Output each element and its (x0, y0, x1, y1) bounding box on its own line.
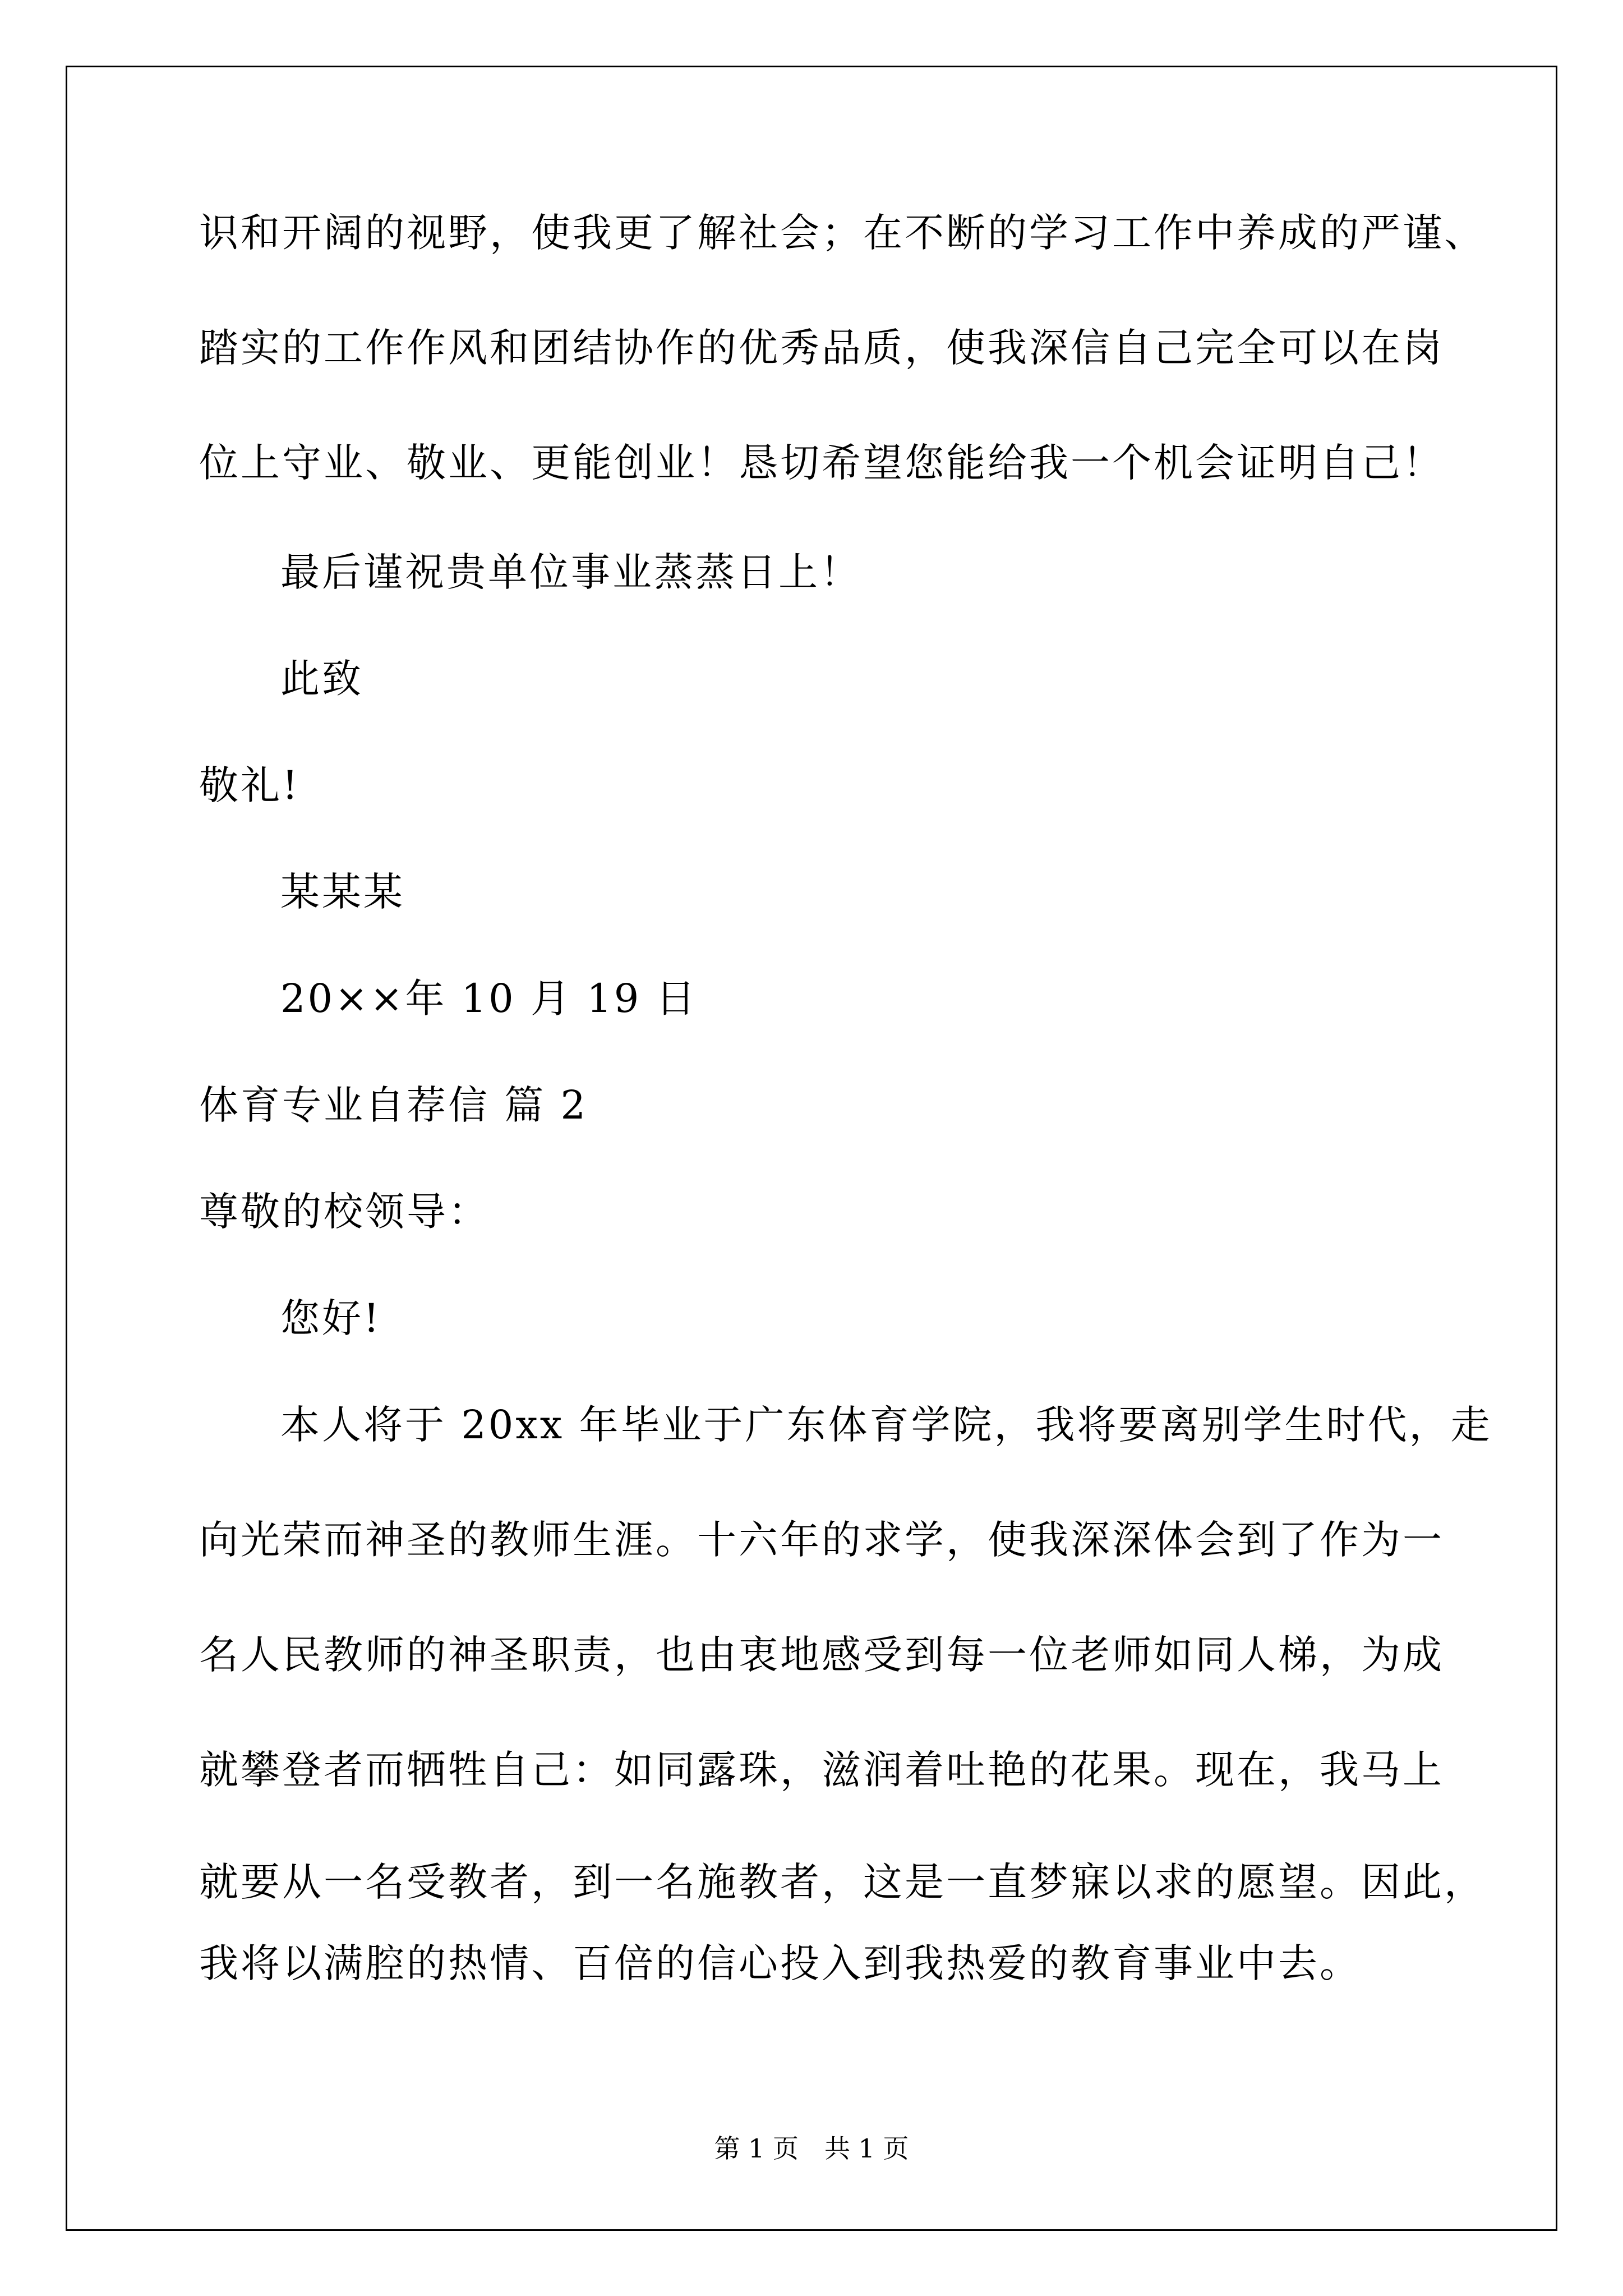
body-line-1: 识和开阔的视野，使我更了解社会；在不断的学习工作中养成的严谨、 (199, 210, 1486, 256)
section-heading: 体育专业自荐信 篇 2 (199, 1082, 588, 1128)
salutation: 尊敬的校领导： (199, 1189, 490, 1235)
signature-date: 20××年 10 月 19 日 (280, 976, 698, 1022)
closing-cizhi: 此致 (280, 656, 363, 702)
body-line-12: 本人将于 20xx 年毕业于广东体育学院，我将要离别学生时代，走 (280, 1402, 1492, 1448)
greeting: 您好! (280, 1295, 382, 1341)
body-line-15: 就攀登者而牺牲自己：如同露珠，滋润着吐艳的花果。现在，我马上 (199, 1747, 1444, 1793)
body-line-2: 踏实的工作作风和团结协作的优秀品质，使我深信自己完全可以在岗 (199, 325, 1444, 371)
signature-name: 某某某 (280, 869, 405, 915)
page-footer: 第 1 页 共 1 页 (714, 2133, 909, 2164)
body-line-14: 名人民教师的神圣职责，也由衷地感受到每一位老师如同人梯，为成 (199, 1632, 1444, 1678)
closing-jingli: 敬礼! (199, 762, 301, 808)
body-line-16: 就要从一名受教者，到一名施教者，这是一直梦寐以求的愿望。因此， (199, 1859, 1486, 1905)
body-line-13: 向光荣而神圣的教师生涯。十六年的求学，使我深深体会到了作为一 (199, 1517, 1444, 1563)
body-line-17: 我将以满腔的热情、百倍的信心投入到我热爱的教育事业中去。 (199, 1940, 1361, 1986)
body-line-3: 位上守业、敬业、更能创业！恳切希望您能给我一个机会证明自己！ (199, 440, 1444, 486)
closing-wish: 最后谨祝贵单位事业蒸蒸日上！ (280, 549, 861, 595)
